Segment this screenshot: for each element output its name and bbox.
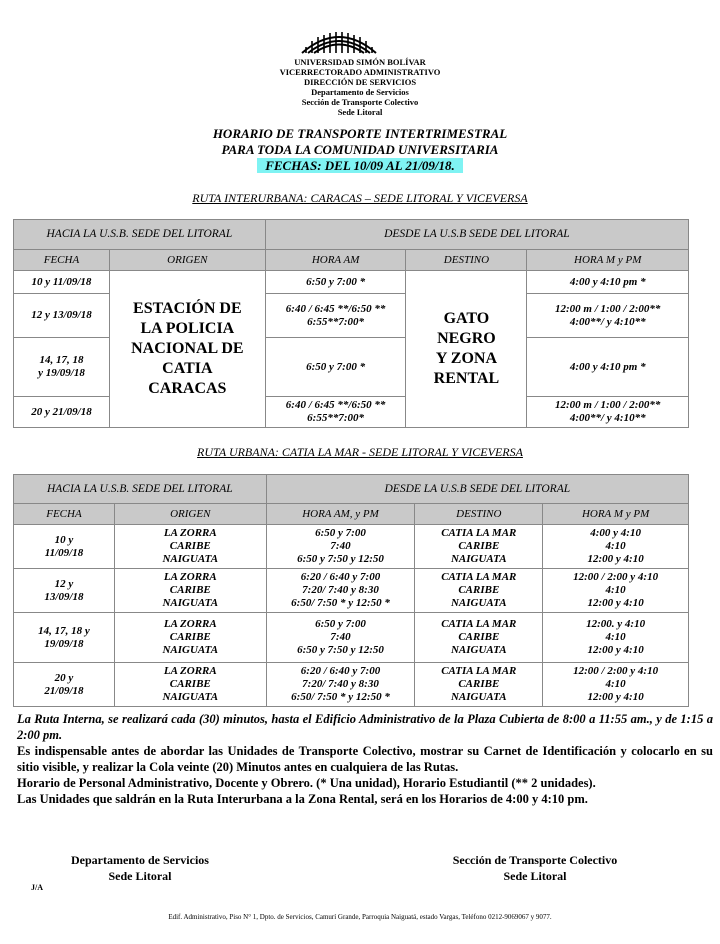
origen-line: CARIBE bbox=[169, 631, 211, 643]
destino-line: CARIBE bbox=[458, 540, 500, 552]
table-row bbox=[14, 613, 689, 663]
signature-right bbox=[420, 852, 650, 884]
pm-line: 12:00 y 4:10 bbox=[587, 597, 644, 609]
origen-line: NAIGUATA bbox=[162, 597, 219, 609]
destino-cell bbox=[415, 569, 543, 613]
origen-cell bbox=[114, 525, 266, 569]
pm-line: 12:00 y 4:10 bbox=[587, 644, 644, 656]
destino-line: NAIGUATA bbox=[450, 597, 507, 609]
hora-am-cell: 6:50 y 7:00 * bbox=[265, 271, 406, 294]
origen-cell bbox=[114, 663, 266, 707]
destino-line: CATIA LA MAR bbox=[441, 571, 517, 583]
note-carnet: Es indispensable antes de abordar las Unidades de Transporte Colectivo, mostrar su Carnet de Identificación y colocarlo en su sitio visible, y realizar la Cola veinte (20) Minutos antes en cualquiera de las Rutas. bbox=[17, 744, 713, 774]
col-destino: DESTINO bbox=[406, 250, 527, 271]
signature-section: Sección de Transporte Colectivo bbox=[452, 853, 618, 867]
route2-table bbox=[13, 474, 689, 707]
origen-line: NAIGUATA bbox=[162, 553, 219, 565]
destination-cell: GATO NEGRO Y ZONA RENTAL bbox=[406, 271, 527, 428]
am-line: 6:20 / 6:40 y 7:00 bbox=[300, 571, 381, 583]
route1-table bbox=[13, 219, 689, 428]
pm-line: 12:00. y 4:10 bbox=[586, 618, 646, 630]
pm-line: 12:00 / 2:00 y 4:10 bbox=[573, 571, 659, 583]
header-line: UNIVERSIDAD SIMÓN BOLÍVAR bbox=[294, 57, 426, 67]
fecha-cell: 10 y 11/09/18 bbox=[14, 525, 115, 569]
am-line: 7:20/ 7:40 y 8:30 bbox=[302, 584, 379, 596]
destino-line: CATIA LA MAR bbox=[441, 618, 517, 630]
col-hora-am: HORA AM bbox=[265, 250, 406, 271]
destino-line: CATIA LA MAR bbox=[441, 665, 517, 677]
origen-line: NAIGUATA bbox=[162, 691, 219, 703]
origen-line: LA ZORRA bbox=[163, 665, 217, 677]
hora-am-cell: 6:50 y 7:00 * bbox=[265, 338, 406, 397]
col-hora-pm: HORA M y PM bbox=[527, 250, 689, 271]
hora-am-cell: 6:40 / 6:45 **/6:50 ** 6:55**7:00* bbox=[265, 397, 406, 428]
title-line-2: PARA TODA LA COMUNIDAD UNIVERSITARIA bbox=[221, 142, 499, 157]
signature-left bbox=[40, 852, 240, 884]
am-line: 7:40 bbox=[330, 540, 351, 552]
col-hora-am-pm: HORA AM, y PM bbox=[266, 504, 415, 525]
origen-line: LA ZORRA bbox=[163, 618, 217, 630]
header-line: VICERRECTORADO ADMINISTRATIVO bbox=[279, 67, 441, 77]
header-line: Sede Litoral bbox=[337, 107, 383, 117]
route2-heading: RUTA URBANA: CATIA LA MAR - SEDE LITORAL Y VICEVERSA bbox=[197, 445, 523, 459]
document-title bbox=[0, 126, 720, 174]
footer-address: Edif. Administrativo, Piso N° 1, Dpto. de Servicios, Camurí Grande, Parroquia Naiguatá, estado Vargas, Teléfono 0212-9069067 y 9077. bbox=[168, 913, 552, 921]
origen-line: CARIBE bbox=[169, 584, 211, 596]
pm-line: 4:10 bbox=[605, 631, 626, 643]
title-line-1: HORARIO DE TRANSPORTE INTERTRIMESTRAL bbox=[212, 126, 508, 141]
am-cell bbox=[266, 663, 415, 707]
am-cell bbox=[266, 525, 415, 569]
origen-cell bbox=[114, 569, 266, 613]
note-zona-rental: Las Unidades que saldrán en la Ruta Interurbana a la Zona Rental, será en los Horarios de 4:00 y 4:10 pm. bbox=[17, 792, 588, 806]
table-row bbox=[14, 663, 689, 707]
pm-line: 12:00 y 4:10 bbox=[587, 691, 644, 703]
pm-line: 12:00 / 2:00 y 4:10 bbox=[573, 665, 659, 677]
pm-cell bbox=[543, 613, 689, 663]
destino-line: CATIA LA MAR bbox=[441, 527, 517, 539]
pm-line: 4:10 bbox=[605, 540, 626, 552]
fecha-cell: 14, 17, 18 y 19/09/18 bbox=[14, 613, 115, 663]
am-line: 6:50 y 7:50 y 12:50 bbox=[297, 553, 384, 565]
destino-line: CARIBE bbox=[458, 631, 500, 643]
hacia-usb-header: HACIA LA U.S.B. SEDE DEL LITORAL bbox=[14, 475, 267, 504]
destino-cell bbox=[415, 663, 543, 707]
am-line: 6:50 y 7:50 y 12:50 bbox=[297, 644, 384, 656]
am-cell bbox=[266, 613, 415, 663]
destino-cell bbox=[415, 613, 543, 663]
hora-pm-cell: 12:00 m / 1:00 / 2:00** 4:00**/ y 4:10** bbox=[527, 294, 689, 338]
am-line: 7:20/ 7:40 y 8:30 bbox=[302, 678, 379, 690]
am-line: 6:50/ 7:50 * y 12:50 * bbox=[291, 597, 390, 609]
hacia-usb-header: HACIA LA U.S.B. SEDE DEL LITORAL bbox=[14, 220, 266, 250]
dates-highlight: FECHAS: DEL 10/09 AL 21/09/18. bbox=[257, 158, 463, 173]
fecha-cell: 10 y 11/09/18 bbox=[14, 271, 110, 294]
pm-cell bbox=[543, 569, 689, 613]
destino-line: NAIGUATA bbox=[450, 691, 507, 703]
table-row bbox=[14, 271, 689, 294]
destino-cell bbox=[415, 525, 543, 569]
notes-section bbox=[17, 711, 713, 807]
signature-sede: Sede Litoral bbox=[108, 869, 172, 883]
destino-line: CARIBE bbox=[458, 584, 500, 596]
header-line: Departamento de Servicios bbox=[311, 87, 409, 97]
origen-line: CARIBE bbox=[169, 678, 211, 690]
am-line: 6:50/ 7:50 * y 12:50 * bbox=[291, 691, 390, 703]
fecha-cell: 14, 17, 18 y 19/09/18 bbox=[14, 338, 110, 397]
am-cell bbox=[266, 569, 415, 613]
origen-line: LA ZORRA bbox=[163, 571, 217, 583]
pm-cell bbox=[543, 525, 689, 569]
destino-line: NAIGUATA bbox=[450, 644, 507, 656]
pm-line: 4:10 bbox=[605, 678, 626, 690]
route1-heading: RUTA INTERURBANA: CARACAS – SEDE LITORAL Y VICEVERSA bbox=[192, 191, 528, 205]
university-logo-icon bbox=[298, 27, 380, 55]
col-origen: ORIGEN bbox=[114, 504, 266, 525]
fecha-cell: 12 y 13/09/18 bbox=[14, 294, 110, 338]
pm-line: 4:00 y 4:10 bbox=[590, 527, 641, 539]
pm-cell bbox=[543, 663, 689, 707]
hora-am-cell: 6:40 / 6:45 **/6:50 ** 6:55**7:00* bbox=[265, 294, 406, 338]
am-line: 6:50 y 7:00 bbox=[315, 527, 366, 539]
destino-line: NAIGUATA bbox=[450, 553, 507, 565]
col-hora-pm: HORA M y PM bbox=[543, 504, 689, 525]
institution-header bbox=[0, 57, 720, 117]
signature-sede: Sede Litoral bbox=[503, 869, 567, 883]
am-line: 6:50 y 7:00 bbox=[315, 618, 366, 630]
col-origen: ORIGEN bbox=[109, 250, 265, 271]
pm-line: 12:00 y 4:10 bbox=[587, 553, 644, 565]
am-line: 7:40 bbox=[330, 631, 351, 643]
origen-line: LA ZORRA bbox=[163, 527, 217, 539]
table-row bbox=[14, 525, 689, 569]
am-line: 6:20 / 6:40 y 7:00 bbox=[300, 665, 381, 677]
origin-cell: ESTACIÓN DE LA POLICIA NACIONAL DE CATIA CARACAS bbox=[109, 271, 265, 428]
desde-usb-header: DESDE LA U.S.B SEDE DEL LITORAL bbox=[265, 220, 688, 250]
hora-pm-cell: 12:00 m / 1:00 / 2:00** 4:00**/ y 4:10** bbox=[527, 397, 689, 428]
fecha-cell: 20 y 21/09/18 bbox=[14, 397, 110, 428]
table-row bbox=[14, 569, 689, 613]
origen-cell bbox=[114, 613, 266, 663]
note-ruta-interna: La Ruta Interna, se realizará cada (30) minutos, hasta el Edificio Administrativo de la Plaza Cubierta de 8:00 a 11:55 am., y de 1:15 a 2:00 pm. bbox=[17, 712, 713, 742]
header-line: Sección de Transporte Colectivo bbox=[301, 97, 419, 107]
signature-dept: Departamento de Servicios bbox=[71, 853, 209, 867]
destino-line: CARIBE bbox=[458, 678, 500, 690]
pm-line: 4:10 bbox=[605, 584, 626, 596]
col-destino: DESTINO bbox=[415, 504, 543, 525]
fecha-cell: 20 y 21/09/18 bbox=[14, 663, 115, 707]
initials: J/A bbox=[31, 883, 43, 892]
col-fecha: FECHA bbox=[14, 504, 115, 525]
origen-line: NAIGUATA bbox=[162, 644, 219, 656]
note-horario-personal: Horario de Personal Administrativo, Docente y Obrero. (* Una unidad), Horario Estudiantil (** 2 unidades). bbox=[17, 776, 596, 790]
origen-line: CARIBE bbox=[169, 540, 211, 552]
header-line: DIRECCIÓN DE SERVICIOS bbox=[303, 77, 417, 87]
hora-pm-cell: 4:00 y 4:10 pm * bbox=[527, 271, 689, 294]
hora-pm-cell: 4:00 y 4:10 pm * bbox=[527, 338, 689, 397]
col-fecha: FECHA bbox=[14, 250, 110, 271]
desde-usb-header: DESDE LA U.S.B SEDE DEL LITORAL bbox=[266, 475, 688, 504]
fecha-cell: 12 y 13/09/18 bbox=[14, 569, 115, 613]
